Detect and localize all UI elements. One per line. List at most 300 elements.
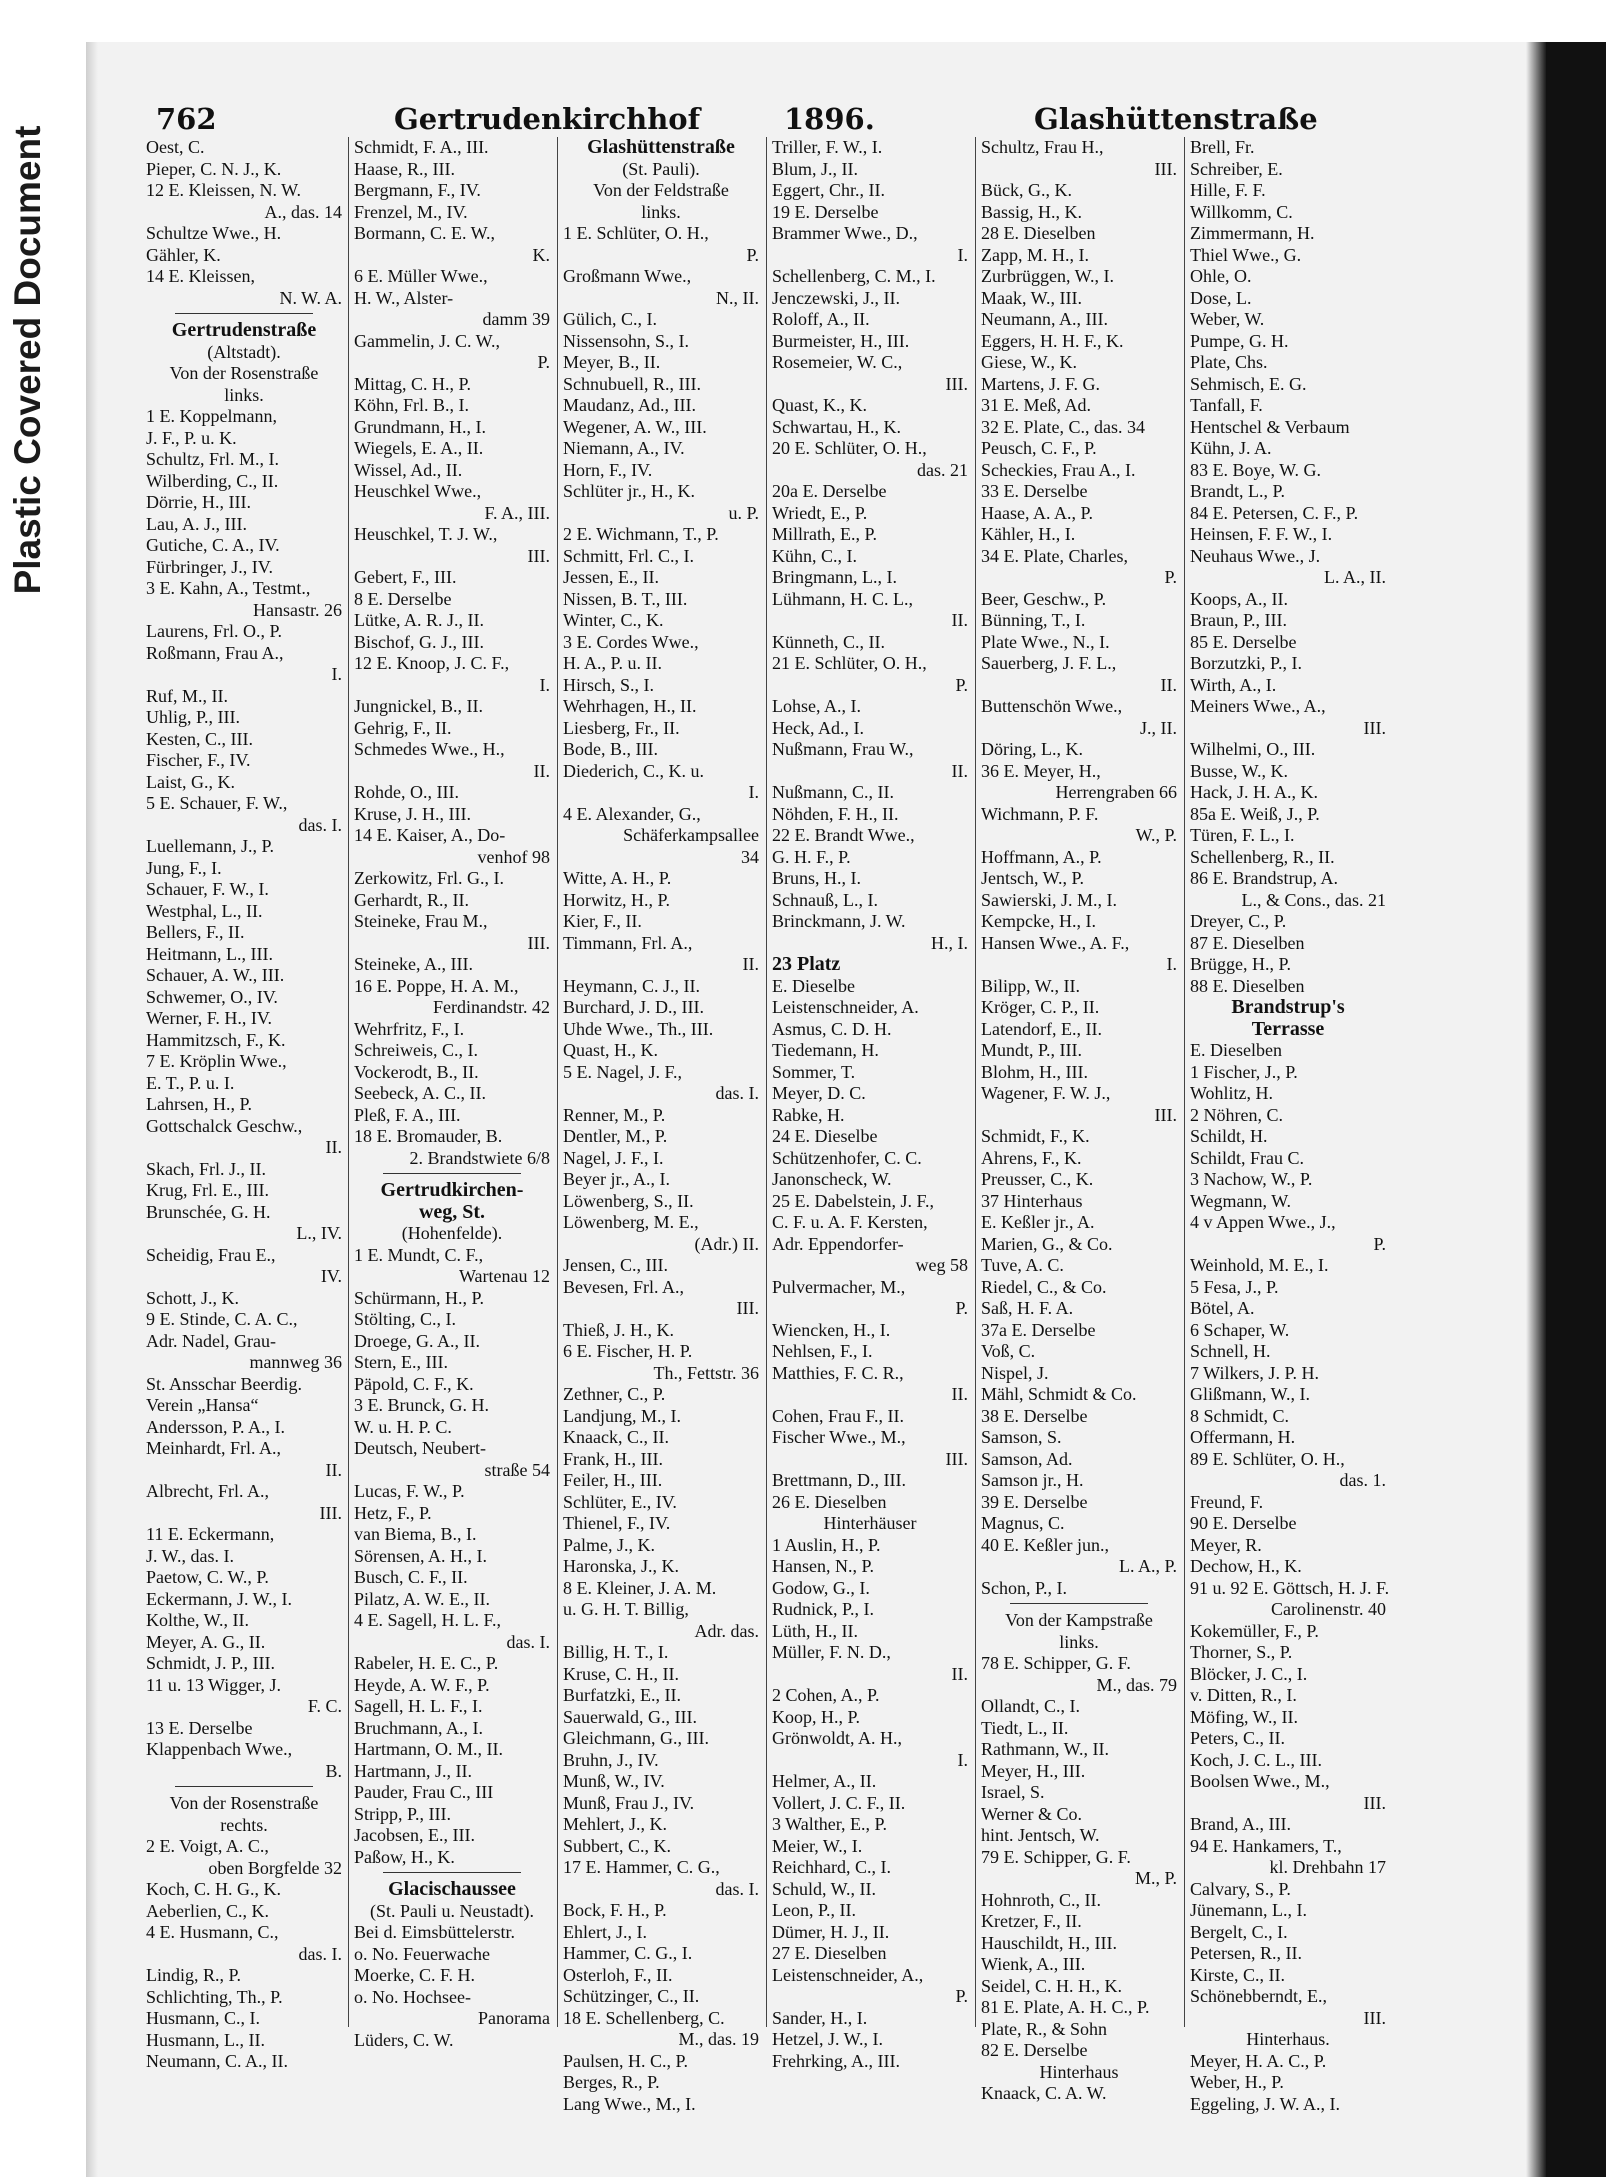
- directory-entry: Horwitz, H., P.: [563, 889, 670, 910]
- directory-entry: I.: [539, 674, 550, 695]
- directory-entry: Jung, F., I.: [146, 857, 222, 878]
- directory-entry: Godow, G., I.: [772, 1577, 870, 1598]
- directory-entry: 38 E. Derselbe: [981, 1405, 1088, 1426]
- directory-entry: Schäferkampsallee: [623, 825, 759, 845]
- directory-entry: Wartenau 12: [458, 1266, 550, 1286]
- directory-entry: Meyer, R.: [1190, 1534, 1262, 1555]
- directory-entry: E. Dieselbe: [772, 975, 855, 996]
- directory-entry: Janonscheck, W.: [772, 1169, 892, 1189]
- street-heading: Terrasse: [1251, 1017, 1325, 1040]
- directory-entry: Saß, H. F. A.: [981, 1298, 1074, 1318]
- directory-entry: N. W. A.: [279, 287, 342, 308]
- directory-entry: III.: [1154, 158, 1177, 179]
- directory-entry: Munß, W., IV.: [563, 1771, 665, 1791]
- directory-entry: Rohde, O., III.: [354, 782, 459, 802]
- directory-entry: Roloff, A., II.: [772, 309, 870, 329]
- directory-entry: Sauerberg, J. F. L.,: [981, 653, 1117, 673]
- directory-column-6: [1190, 137, 1390, 2114]
- directory-entry: Gülich, C., I.: [563, 309, 657, 329]
- directory-entry: Schellenberg, C. M., I.: [772, 266, 936, 286]
- directory-entry: Schultz, Frl. M., I.: [146, 449, 279, 469]
- section-divider: [1010, 1603, 1147, 1604]
- directory-entry: Schmidt, F., K.: [981, 1126, 1090, 1146]
- directory-entry: Seidel, C. H. H., K.: [981, 1975, 1122, 1996]
- directory-entry: 4 E. Sagell, H. L. F.,: [354, 1610, 502, 1630]
- directory-entry: Lucas, F. W., P.: [354, 1481, 465, 1501]
- directory-entry: Schildt, Frau C.: [1190, 1147, 1305, 1168]
- directory-entry: III.: [527, 545, 550, 566]
- directory-entry: Großmann Wwe.,: [563, 266, 692, 286]
- directory-entry: Peters, C., II.: [1190, 1728, 1285, 1748]
- directory-entry: Wehrhagen, H., II.: [563, 696, 697, 716]
- directory-entry: weg 58: [915, 1255, 968, 1275]
- directory-entry: Schlüter jr., H., K.: [563, 481, 695, 501]
- directory-entry: Scheckies, Frau A., I.: [981, 459, 1136, 480]
- directory-entry: Köhn, Frl. B., I.: [354, 395, 470, 415]
- directory-entry: Horn, F., IV.: [563, 459, 653, 480]
- directory-entry: Jentsch, W., P.: [981, 868, 1085, 888]
- directory-entry: Plate, R., & Sohn: [981, 2018, 1108, 2039]
- directory-entry: 6 E. Fischer, H. P.: [563, 1341, 693, 1361]
- directory-entry: Neumann, C. A., II.: [146, 2051, 288, 2071]
- directory-entry: links.: [1059, 1631, 1099, 1652]
- directory-entry: Hinterhäuser: [823, 1513, 917, 1533]
- directory-entry: Witte, A. H., P.: [563, 868, 672, 888]
- directory-entry: 2 Nöhren, C.: [1190, 1104, 1283, 1125]
- directory-entry: Schlüter, E., IV.: [563, 1491, 677, 1512]
- directory-entry: Landjung, M., I.: [563, 1405, 681, 1426]
- directory-entry: Knaack, C., II.: [563, 1427, 669, 1447]
- directory-entry: Panorama: [478, 2008, 550, 2028]
- directory-entry: 2 E. Wichmann, T., P.: [563, 524, 719, 544]
- directory-entry: Blöcker, J. C., I.: [1190, 1663, 1308, 1684]
- directory-entry: Timmann, Frl. A.,: [563, 932, 693, 953]
- directory-entry: 27 E. Dieselben: [772, 1943, 887, 1963]
- directory-entry: das. I.: [506, 1631, 550, 1652]
- directory-entry: Hinterhaus: [1039, 2061, 1119, 2082]
- directory-entry: Giese, W., K.: [981, 352, 1077, 372]
- directory-entry: Freund, F.: [1190, 1491, 1264, 1512]
- directory-entry: (Altstadt).: [207, 341, 281, 362]
- directory-entry: 7 E. Kröplin Wwe.,: [146, 1051, 287, 1071]
- directory-entry: Wehrfritz, F., I.: [354, 1018, 465, 1039]
- directory-entry: 4 E. Husmann, C.,: [146, 1922, 279, 1942]
- directory-entry: 3 E. Kahn, A., Testmt.,: [146, 578, 311, 598]
- directory-entry: Niemann, A., IV.: [563, 438, 685, 458]
- directory-entry: Tanfall, F.: [1190, 395, 1263, 415]
- directory-entry: Thieß, J. H., K.: [563, 1319, 674, 1340]
- directory-entry: Brunschée, G. H.: [146, 1201, 271, 1222]
- directory-entry: 1 Fischer, J., P.: [1190, 1061, 1298, 1082]
- directory-entry: Grönwoldt, A. H.,: [772, 1728, 902, 1748]
- directory-entry: Bruns, H., I.: [772, 868, 861, 888]
- directory-entry: Feiler, H., III.: [563, 1470, 663, 1490]
- directory-entry: Heitmann, L., III.: [146, 943, 273, 964]
- directory-entry: 87 E. Dieselben: [1190, 932, 1305, 953]
- directory-entry: Schwemer, O., IV.: [146, 986, 278, 1007]
- directory-entry: 11 u. 13 Wigger, J.: [146, 1674, 282, 1695]
- directory-entry: 1 E. Mundt, C. F.,: [354, 1244, 484, 1265]
- directory-entry: Osterloh, F., II.: [563, 1964, 673, 1985]
- directory-entry: Pilatz, A. W. E., II.: [354, 1588, 490, 1609]
- directory-entry: Droege, G. A., II.: [354, 1330, 480, 1351]
- directory-entry: mannweg 36: [249, 1352, 342, 1372]
- directory-entry: 32 E. Plate, C., das. 34: [981, 416, 1145, 437]
- directory-entry: Nußmann, C., II.: [772, 782, 894, 802]
- directory-entry: Hartmann, J., II.: [354, 1760, 472, 1781]
- directory-entry: Schlichting, Th., P.: [146, 1986, 283, 2007]
- directory-entry: Werner, F. H., IV.: [146, 1008, 273, 1028]
- directory-entry: Mittag, C. H., P.: [354, 373, 472, 394]
- directory-entry: Voß, C.: [981, 1341, 1036, 1361]
- directory-entry: 1 Auslin, H., P.: [772, 1534, 881, 1555]
- directory-entry: Koop, H., P.: [772, 1706, 861, 1727]
- directory-entry: Hohnroth, C., II.: [981, 1889, 1101, 1910]
- directory-entry: III.: [1363, 717, 1386, 738]
- directory-entry: Fischer, F., IV.: [146, 750, 251, 770]
- directory-entry: K.: [532, 244, 550, 265]
- directory-entry: Bergelt, C., I.: [1190, 1921, 1288, 1942]
- directory-entry: straße 54: [484, 1459, 550, 1480]
- directory-entry: Lühmann, H. C. L.,: [772, 588, 913, 609]
- directory-entry: (Adr.) II.: [694, 1233, 759, 1254]
- directory-entry: III.: [736, 1298, 759, 1318]
- directory-entry: links.: [224, 384, 264, 405]
- directory-entry: G. H. F., P.: [772, 846, 851, 867]
- directory-entry: Jensen, C., III.: [563, 1255, 668, 1275]
- directory-entry: Hansen Wwe., A. F.,: [981, 932, 1130, 953]
- directory-entry: o. No. Feuerwache: [354, 1943, 490, 1964]
- directory-entry: 16 E. Poppe, H. A. M.,: [354, 975, 519, 996]
- directory-entry: Nehlsen, F., I.: [772, 1341, 873, 1361]
- directory-entry: Gehrig, F., II.: [354, 717, 452, 738]
- street-heading: 23 Platz: [772, 953, 841, 975]
- directory-entry: Kähler, H., I.: [981, 524, 1076, 544]
- directory-entry: 14 E. Kaiser, A., Do-: [354, 825, 506, 845]
- directory-entry: Meiners Wwe., A.,: [1190, 696, 1326, 716]
- directory-entry: Dentler, M., P.: [563, 1126, 668, 1146]
- directory-entry: Kier, F., II.: [563, 911, 642, 931]
- directory-entry: Busch, C. F., II.: [354, 1567, 468, 1587]
- directory-entry: Gottschalck Geschw.,: [146, 1115, 303, 1136]
- directory-entry: P.: [1373, 1233, 1386, 1254]
- directory-entry: Wilberding, C., II.: [146, 470, 279, 491]
- directory-column-2: [354, 137, 550, 2057]
- directory-entry: Wagener, F. W. J.,: [981, 1083, 1111, 1103]
- directory-entry: Uhde Wwe., Th., III.: [563, 1018, 714, 1039]
- directory-entry: Pulvermacher, M.,: [772, 1276, 906, 1297]
- directory-entry: F. A., III.: [484, 502, 550, 523]
- directory-entry: Jünemann, L., I.: [1190, 1900, 1307, 1920]
- directory-entry: Stölting, C., I.: [354, 1309, 457, 1329]
- directory-entry: Kühn, J. A.: [1190, 438, 1272, 458]
- directory-entry: 85a E. Weiß, J., P.: [1190, 803, 1320, 824]
- directory-entry: P.: [1164, 567, 1177, 587]
- directory-entry: Tiedemann, H.: [772, 1040, 879, 1060]
- directory-entry: Rosemeier, W. C.,: [772, 352, 903, 372]
- directory-entry: W., P.: [1135, 825, 1177, 845]
- directory-entry: Hack, J. H. A., K.: [1190, 782, 1318, 802]
- directory-entry: das. 21: [917, 459, 968, 480]
- directory-entry: Bergmann, F., IV.: [354, 180, 481, 200]
- directory-entry: Lahrsen, H., P.: [146, 1094, 252, 1114]
- directory-entry: Heuschkel Wwe.,: [354, 481, 482, 501]
- directory-entry: Kempcke, H., I.: [981, 911, 1096, 931]
- directory-entry: Jacobsen, E., III.: [354, 1825, 475, 1845]
- directory-entry: Von der Feldstraße: [593, 180, 729, 200]
- directory-entry: II.: [325, 1137, 342, 1157]
- directory-entry: Asmus, C. D. H.: [772, 1018, 892, 1039]
- directory-entry: Schauer, F. W., I.: [146, 879, 269, 899]
- directory-entry: Luellemann, J., P.: [146, 836, 274, 856]
- directory-entry: Schreiber, E.: [1190, 158, 1283, 179]
- directory-entry: Neumann, A., III.: [981, 309, 1108, 329]
- directory-entry: Tiedt, L., II.: [981, 1717, 1069, 1738]
- directory-entry: 2 Cohen, A., P.: [772, 1685, 880, 1705]
- directory-entry: Klappenbach Wwe.,: [146, 1739, 293, 1759]
- directory-entry: Bringmann, L., I.: [772, 567, 897, 587]
- directory-entry: Sauerwald, G., III.: [563, 1706, 697, 1727]
- directory-entry: Laurens, Frl. O., P.: [146, 621, 282, 641]
- directory-entry: Stern, E., III.: [354, 1352, 448, 1372]
- directory-entry: Steineke, Frau M.,: [354, 911, 488, 931]
- directory-entry: Bormann, C. E. W.,: [354, 223, 496, 243]
- directory-entry: v. Ditten, R., I.: [1190, 1685, 1297, 1705]
- directory-entry: 33 E. Derselbe: [981, 481, 1088, 501]
- directory-entry: Nissensohn, S., I.: [563, 330, 690, 351]
- directory-entry: (Hohenfelde).: [401, 1223, 503, 1243]
- column-divider: [975, 137, 976, 2027]
- directory-entry: Frehrking, A., III.: [772, 2050, 900, 2071]
- directory-entry: H. W., Alster-: [354, 287, 454, 308]
- directory-entry: III.: [945, 373, 968, 394]
- directory-entry: Diederich, C., K. u.: [563, 760, 704, 781]
- directory-entry: 94 E. Hankamers, T.,: [1190, 1835, 1342, 1856]
- directory-entry: 7 Wilkers, J. P. H.: [1190, 1362, 1319, 1383]
- directory-entry: M., das. 19: [678, 2029, 759, 2049]
- directory-entry: Quast, H., K.: [563, 1040, 658, 1060]
- directory-entry: Sörensen, A. H., I.: [354, 1545, 487, 1566]
- directory-entry: L. A., II.: [1324, 567, 1386, 587]
- directory-entry: Bei d. Eimsbüttelerstr.: [354, 1922, 515, 1942]
- directory-entry: Heck, Ad., I.: [772, 717, 864, 738]
- directory-entry: Wirth, A., I.: [1190, 674, 1277, 695]
- directory-entry: 3 E. Brunck, G. H.: [354, 1395, 489, 1415]
- directory-entry: Sehmisch, E. G.: [1190, 373, 1307, 394]
- directory-entry: Paetow, C. W., P.: [146, 1567, 269, 1587]
- directory-entry: Schnell, H.: [1190, 1341, 1271, 1361]
- directory-entry: Renner, M., P.: [563, 1104, 666, 1125]
- directory-entry: Schützenhofer, C. C.: [772, 1147, 922, 1168]
- directory-entry: kl. Drehbahn 17: [1269, 1857, 1386, 1877]
- directory-entry: 5 Fesa, J., P.: [1190, 1276, 1279, 1297]
- directory-entry: Riedel, C., & Co.: [981, 1276, 1107, 1297]
- directory-entry: 4 v Appen Wwe., J.,: [1190, 1212, 1336, 1232]
- directory-entry: Leistenschneider, A.: [772, 997, 919, 1017]
- directory-entry: 85 E. Derselbe: [1190, 631, 1297, 652]
- directory-entry: Gutiche, C. A., IV.: [146, 535, 280, 555]
- directory-entry: Beer, Geschw., P.: [981, 588, 1107, 609]
- directory-entry: Schultz, Frau H.,: [981, 137, 1104, 157]
- directory-entry: 20 E. Schlüter, O. H.,: [772, 438, 927, 458]
- directory-entry: II.: [533, 760, 550, 781]
- directory-entry: 24 E. Dieselbe: [772, 1126, 878, 1146]
- directory-entry: das. I.: [715, 1083, 759, 1103]
- directory-entry: II.: [951, 610, 968, 630]
- directory-entry: Grundmann, H., I.: [354, 416, 486, 437]
- directory-entry: L., IV.: [296, 1223, 342, 1243]
- directory-entry: Schultze Wwe., H.: [146, 223, 282, 243]
- directory-entry: links.: [641, 201, 681, 222]
- directory-entry: Lindig, R., P.: [146, 1965, 242, 1985]
- directory-entry: Rudnick, P., I.: [772, 1599, 875, 1619]
- directory-entry: 31 E. Meß, Ad.: [981, 395, 1091, 415]
- directory-entry: M., das. 79: [1096, 1674, 1177, 1695]
- directory-entry: Kesten, C., III.: [146, 728, 253, 749]
- directory-entry: Buttenschön Wwe.,: [981, 696, 1123, 716]
- directory-entry: Heyde, A. W. F., P.: [354, 1674, 490, 1695]
- directory-entry: Brandt, L., P.: [1190, 481, 1286, 501]
- directory-column-5: [981, 137, 1177, 2103]
- directory-entry: Von der Rosenstraße: [169, 363, 319, 383]
- directory-entry: Millrath, E., P.: [772, 524, 878, 544]
- directory-entry: Möfing, W., II.: [1190, 1706, 1298, 1727]
- directory-entry: 8 E. Kleiner, J. A. M.: [563, 1577, 717, 1598]
- directory-entry: III.: [1363, 2007, 1386, 2028]
- directory-entry: I.: [748, 782, 759, 802]
- directory-entry: N., II.: [716, 287, 759, 308]
- directory-entry: Hentschel & Verbaum: [1190, 416, 1350, 437]
- directory-entry: Nissen, B. T., III.: [563, 588, 688, 609]
- directory-entry: Boolsen Wwe., M.,: [1190, 1771, 1330, 1791]
- directory-entry: 90 E. Derselbe: [1190, 1513, 1297, 1533]
- section-divider: [383, 1872, 520, 1873]
- directory-entry: Türen, F. L., I.: [1190, 825, 1295, 845]
- directory-entry: Maak, W., III.: [981, 287, 1082, 308]
- street-heading: Glashüttenstraße: [587, 136, 735, 158]
- directory-entry: II.: [742, 954, 759, 974]
- directory-entry: Uhlig, P., III.: [146, 707, 240, 727]
- directory-entry: Moerke, C. F. H.: [354, 1965, 476, 1985]
- directory-entry: Dörrie, H., III.: [146, 492, 251, 512]
- running-head-right: Glashüttenstraße: [1034, 102, 1318, 136]
- directory-entry: 1 E. Schlüter, O. H.,: [563, 223, 709, 243]
- directory-entry: 3 Nachow, W., P.: [1190, 1169, 1313, 1189]
- directory-entry: 4 E. Alexander, G.,: [563, 803, 701, 824]
- directory-entry: Von der Rosenstraße: [169, 1793, 319, 1813]
- directory-entry: damm 39: [482, 309, 550, 329]
- directory-entry: 5 E. Schauer, F. W.,: [146, 793, 288, 813]
- directory-entry: Frenzel, M., IV.: [354, 201, 468, 222]
- directory-entry: Mehlert, J., K.: [563, 1814, 667, 1834]
- directory-entry: Th., Fettstr. 36: [653, 1362, 759, 1383]
- directory-entry: Zurbrüggen, W., I.: [981, 266, 1114, 286]
- directory-entry: Brell, Fr.: [1190, 137, 1255, 157]
- directory-entry: Cohen, Frau F., II.: [772, 1405, 905, 1426]
- directory-entry: Tuve, A. C.: [981, 1255, 1064, 1275]
- directory-entry: 14 E. Kleissen,: [146, 266, 255, 286]
- directory-entry: hint. Jentsch, W.: [981, 1825, 1100, 1845]
- running-head-left: Gertrudenkirchhof: [394, 102, 701, 136]
- directory-entry: Meyer, D. C.: [772, 1083, 866, 1103]
- directory-entry: 3 E. Cordes Wwe.,: [563, 631, 699, 652]
- directory-entry: Bilipp, W., II.: [981, 975, 1081, 996]
- directory-entry: Mundt, P., III.: [981, 1040, 1083, 1060]
- directory-entry: Rabke, H.: [772, 1104, 845, 1125]
- column-divider: [557, 137, 558, 2027]
- directory-entry: Schmedes Wwe., H.,: [354, 739, 505, 759]
- directory-entry: das. I.: [298, 1943, 342, 1964]
- directory-entry: Schellenberg, R., II.: [1190, 846, 1335, 867]
- directory-entry: Sommer, T.: [772, 1061, 856, 1082]
- directory-entry: 22 E. Brandt Wwe.,: [772, 825, 915, 845]
- directory-entry: Kruse, J. H., III.: [354, 803, 471, 824]
- document-type-label-text: Plastic Covered Document: [7, 125, 48, 595]
- directory-entry: Lang Wwe., M., I.: [563, 2093, 696, 2114]
- directory-entry: E. Keßler jr., A.: [981, 1212, 1095, 1232]
- directory-entry: Reichhard, C., I.: [772, 1857, 891, 1877]
- directory-entry: Kolthe, W., II.: [146, 1610, 249, 1630]
- directory-entry: C. F. u. A. F. Kersten,: [772, 1212, 928, 1232]
- directory-entry: 6 Schaper, W.: [1190, 1319, 1290, 1340]
- directory-entry: 91 u. 92 E. Göttsch, H. J. F.: [1190, 1577, 1390, 1598]
- street-heading: weg, St.: [418, 1200, 486, 1223]
- directory-entry: 21 E. Schlüter, O. H.,: [772, 653, 927, 673]
- directory-column-3: [563, 136, 759, 2114]
- directory-entry: u. P.: [728, 502, 759, 523]
- directory-entry: rechts.: [220, 1814, 268, 1835]
- directory-entry: Löwenberg, M. E.,: [563, 1212, 699, 1232]
- directory-entry: Liesberg, Fr., II.: [563, 717, 680, 738]
- directory-entry: van Biema, B., I.: [354, 1524, 477, 1544]
- directory-entry: Hetz, F., P.: [354, 1502, 432, 1523]
- directory-entry: 37 Hinterhaus: [981, 1190, 1083, 1211]
- directory-entry: Verein „Hansa“: [146, 1395, 259, 1415]
- directory-entry: Haronska, J., K.: [563, 1556, 679, 1576]
- directory-entry: Marien, G., & Co.: [981, 1233, 1113, 1254]
- directory-entry: Werner & Co.: [981, 1803, 1083, 1824]
- directory-entry: Hauschildt, H., III.: [981, 1932, 1117, 1953]
- directory-entry: 12 E. Kleissen, N. W.: [146, 180, 301, 200]
- directory-entry: 3 Walther, E., P.: [772, 1814, 887, 1834]
- directory-entry: Carolinenstr. 40: [1271, 1599, 1386, 1619]
- directory-entry: Bellers, F., II.: [146, 922, 245, 942]
- directory-entry: Paßow, H., K.: [354, 1846, 455, 1867]
- directory-entry: Burfatzki, E., II.: [563, 1685, 681, 1705]
- directory-entry: Knaack, C. A. W.: [981, 2083, 1107, 2103]
- directory-entry: Nagel, J. F., I.: [563, 1147, 664, 1168]
- directory-entry: Pieper, C. N. J., K.: [146, 158, 282, 179]
- directory-entry: 20a E. Derselbe: [772, 481, 887, 501]
- directory-entry: Bruhn, J., IV.: [563, 1749, 659, 1770]
- directory-entry: Stripp, P., III.: [354, 1803, 452, 1824]
- section-divider: [175, 313, 312, 314]
- directory-entry: I.: [331, 664, 342, 684]
- directory-entry: 89 E. Schlüter, O. H.,: [1190, 1448, 1345, 1469]
- directory-entry: Wiegels, E. A., II.: [354, 438, 484, 458]
- page-number: 762: [156, 102, 217, 136]
- directory-entry: Herrengraben 66: [1055, 782, 1177, 802]
- directory-entry: Oest, C.: [146, 137, 205, 157]
- directory-entry: Päpold, C. F., K.: [354, 1373, 474, 1394]
- directory-entry: 2 E. Voigt, A. C.,: [146, 1836, 269, 1856]
- directory-entry: J. F., P. u. K.: [146, 427, 237, 448]
- directory-entry: Meyer, A. G., II.: [146, 1631, 266, 1652]
- directory-entry: Heinsen, F. F. W., I.: [1190, 524, 1333, 544]
- directory-entry: Willkomm, C.: [1190, 201, 1293, 222]
- directory-entry: Ohle, O.: [1190, 266, 1252, 286]
- directory-entry: I.: [1166, 954, 1177, 974]
